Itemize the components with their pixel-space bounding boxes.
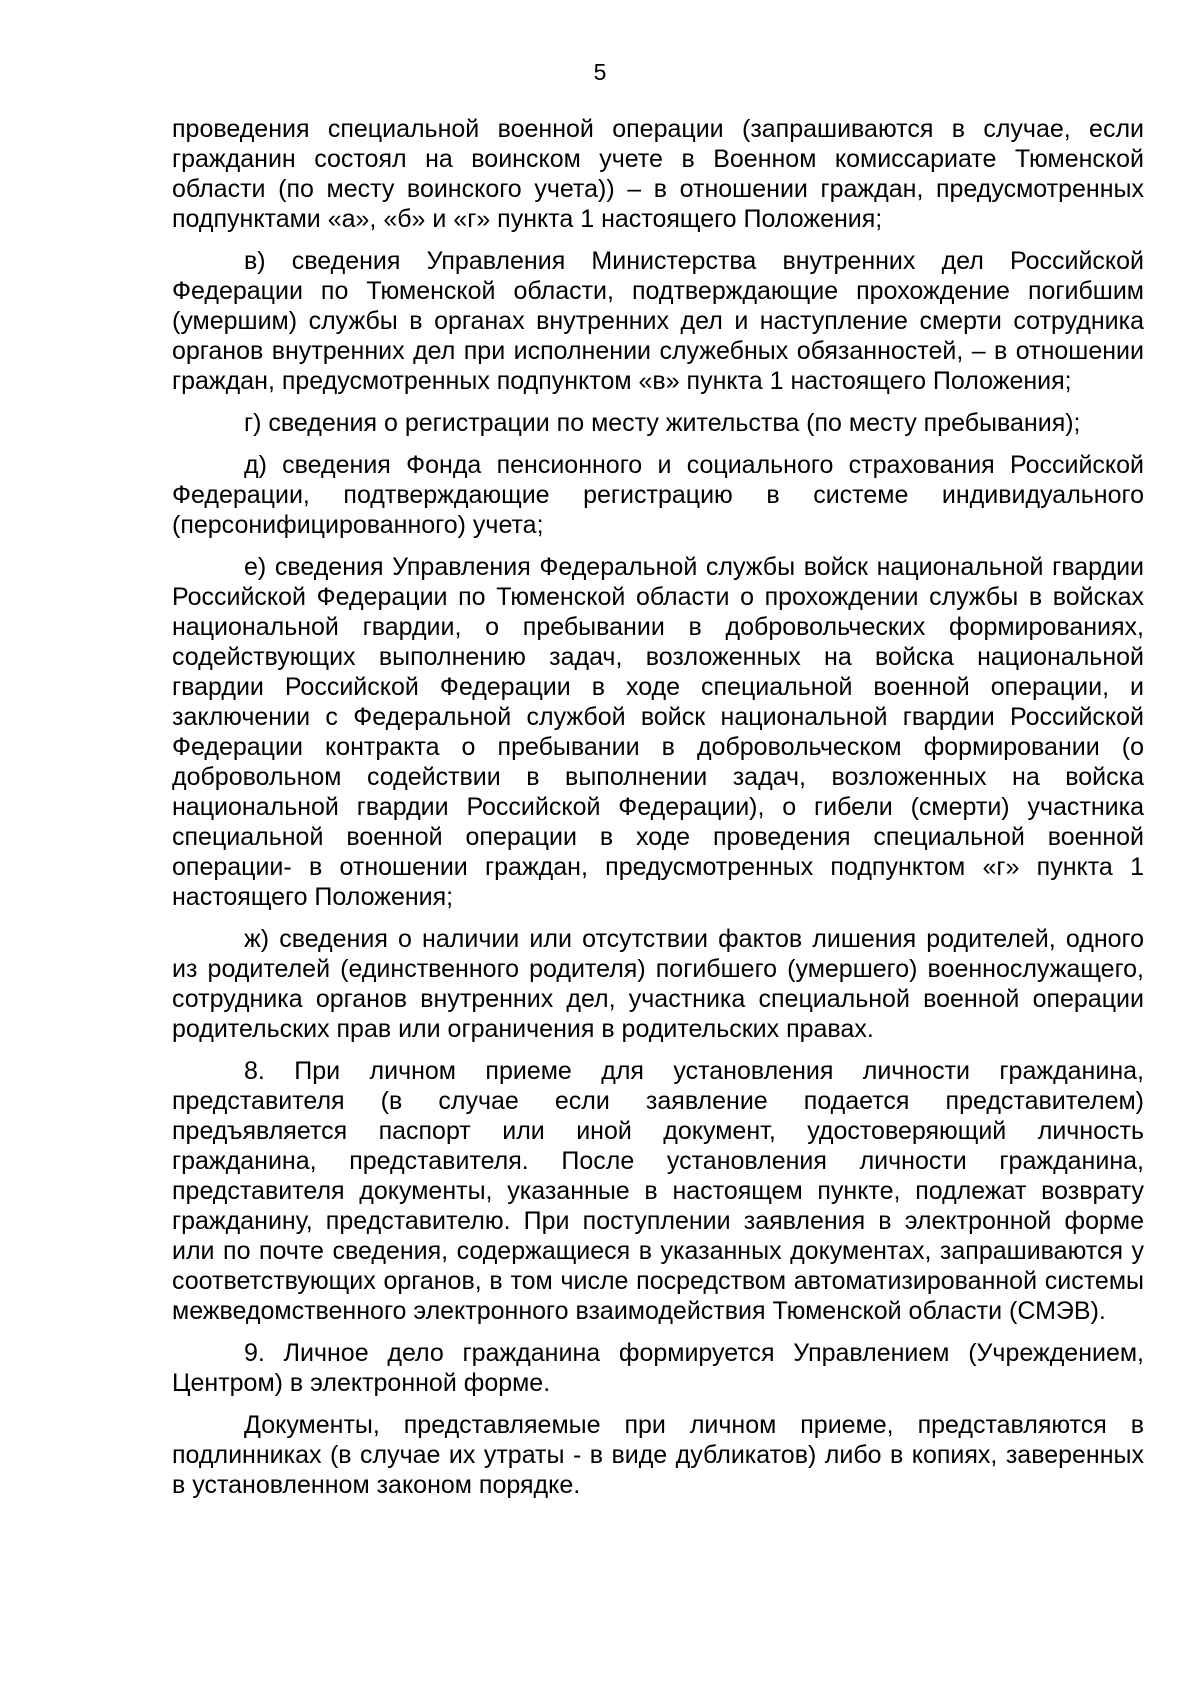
paragraph-continuation: проведения специальной военной операции (запрашиваются в случае, если гражданин состоял на воинском учете в Военном комиссариате Тюменской области (по месту воинского учета)) – в отношении граждан, предусмотренных подпунктами «а», «б» и «г» пункта 1 настоящего Положения;: [172, 115, 1144, 233]
paragraph-clause-9: 9. Личное дело гражданина формируется Управлением (Учреждением, Центром) в электронной форме.: [172, 1339, 1144, 1397]
paragraph-item-e: е) сведения Управления Федеральной службы войск национальной гвардии Российской Федерации по Тюменской области о прохождении службы в войсках национальной гвардии, о пребывании в добровольческих формированиях, содействующих выполнению задач, возложенных на войска национальной гвардии Российской Федерации в ходе специальной военной операции, и заключении с Федеральной службой войск национальной гвардии Российской Федерации контракта о пребывании в добровольческом формировании (о добровольном содействии в выполнении задач, возложенных на войска национальной гвардии Российской Федерации), о гибели (смерти) участника специальной военной операции в ходе проведения специальной военной операции- в отношении граждан, предусмотренных подпунктом «г» пункта 1 настоящего Положения;: [172, 553, 1144, 911]
document-body: [172, 114, 1144, 1512]
page-number: 5: [593, 59, 607, 85]
paragraph-item-zh: ж) сведения о наличии или отсутствии фактов лишения родителей, одного из родителей (единственного родителя) погибшего (умершего) военнослужащего, сотрудника органов внутренних дел, участника специальной военной операции родительских прав или ограничения в родительских правах.: [172, 925, 1144, 1043]
paragraph-documents: Документы, представляемые при личном приеме, представляются в подлинниках (в случае их утраты - в виде дубликатов) либо в копиях, заверенных в установленном законом порядке.: [172, 1411, 1144, 1499]
paragraph-clause-8: 8. При личном приеме для установления личности гражданина, представителя (в случае если заявление подается представителем) предъявляется паспорт или иной документ, удостоверяющий личность гражданина, представителя. После установления личности гражданина, представителя документы, указанные в настоящем пункте, подлежат возврату гражданину, представителю. При поступлении заявления в электронной форме или по почте сведения, содержащиеся в указанных документах, запрашиваются у соответствующих органов, в том числе посредством автоматизированной системы межведомственного электронного взаимодействия Тюменской области (СМЭВ).: [172, 1057, 1144, 1325]
paragraph-item-d: д) сведения Фонда пенсионного и социального страхования Российской Федерации, подтверждающие регистрацию в системе индивидуального (персонифицированного) учета;: [172, 451, 1144, 539]
paragraph-item-g: г) сведения о регистрации по месту жительства (по месту пребывания);: [244, 409, 1081, 437]
paragraph-item-v: в) сведения Управления Министерства внутренних дел Российской Федерации по Тюменской области, подтверждающие прохождение погибшим (умершим) службы в органах внутренних дел и наступление смерти сотрудника органов внутренних дел при исполнении служебных обязанностей, – в отношении граждан, предусмотренных подпунктом «в» пункта 1 настоящего Положения;: [172, 247, 1144, 395]
